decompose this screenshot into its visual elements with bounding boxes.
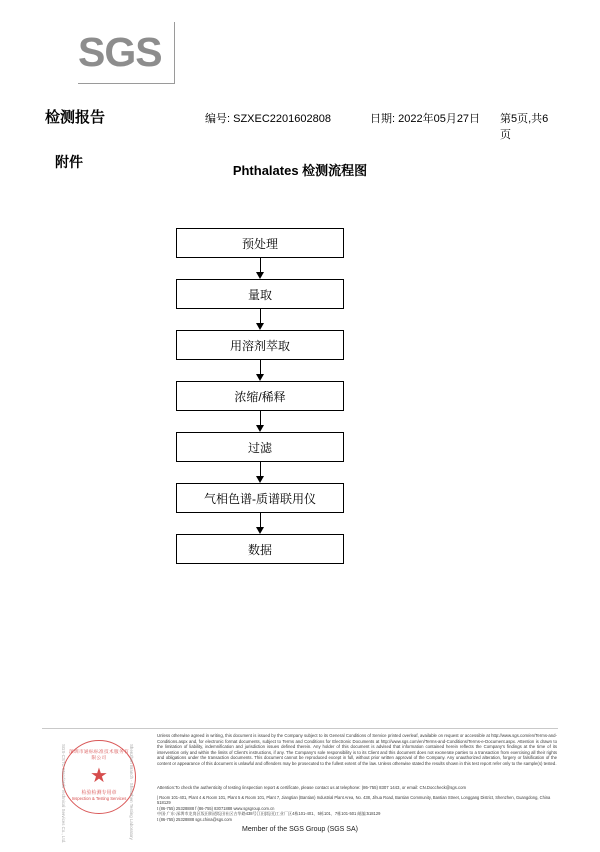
- seal-top-text: 深圳市通标标准技术服务有限公司: [69, 749, 129, 760]
- page-title: 检测报告: [45, 109, 106, 126]
- attachment-label: 附件: [55, 154, 83, 170]
- footer: [42, 733, 558, 823]
- report-number: 编号: SZXEC2201602808: [205, 113, 331, 125]
- logo-divider: [174, 22, 175, 84]
- flow-step: 浓缩/稀释: [176, 381, 344, 411]
- footer-address-cn: 中国·广东·深圳市龙岗区坂田街道坂田社区吉华路438号江田(坂田)工业厂区4栋101-401、5栋101、7栋101-501 邮编:518129: [157, 811, 381, 817]
- sgs-logo: SGS: [78, 29, 162, 75]
- seal-side-text-left: SGS-CSTC Standards Technical Services Co., Ltd.: [61, 744, 66, 844]
- flowchart-title: Phthalates 检测流程图: [232, 163, 368, 178]
- flow-step: 气相色谱-质谱联用仪: [176, 483, 344, 513]
- flow-step: 预处理: [176, 228, 344, 258]
- flow-step: 用溶剂萃取: [176, 330, 344, 360]
- footer-divider: [42, 728, 558, 729]
- footer-address-tel: t (86-755) 25328888 f (86-755) 83071888 www.sgsgroup.com.cn: [157, 805, 275, 811]
- member-line: Member of the SGS Group (SGS SA): [242, 826, 358, 833]
- seal-side-text-right: Shenzhen Branch · Shenzhen Testing Laboratory: [129, 744, 134, 840]
- flow-step: 数据: [176, 534, 344, 564]
- star-icon: ★: [90, 765, 108, 787]
- flow-arrow-icon: [176, 513, 344, 534]
- page-number: 第5页,共6页: [500, 113, 549, 141]
- flow-arrow-icon: [176, 258, 344, 279]
- footer-address: [157, 795, 557, 822]
- footer-address-en: | Room 101-401, Plant 4 & Room 101, Plant 5 & Room 101, Plant 7, Jiangtian (Bantian) Industrial Plant Area, No. 438, Jihua Road, Bantian Community, Bantian Street, Longgang District, Shenzhen, Guangdong, China 518129: [157, 795, 551, 806]
- flow-step: 量取: [176, 279, 344, 309]
- footer-address-tel-cn: t (86-755) 25328888 sgs.china@sgs.com: [157, 816, 232, 822]
- flowchart: [176, 228, 346, 564]
- flow-arrow-icon: [176, 309, 344, 330]
- seal-bottom-text: Inspection & Testing Services: [71, 796, 127, 801]
- footer-attention: Attention:To check the authenticity of testing /inspection report & certificate, please contact us at telephone: (86-755) 8307 1443, or email: CN.Doccheck@sgs.com: [157, 785, 467, 790]
- logo-underline: [78, 83, 174, 84]
- report-date: 日期: 2022年05月27日: [370, 113, 481, 125]
- flow-step: 过滤: [176, 432, 344, 462]
- flow-arrow-icon: [176, 411, 344, 432]
- flow-arrow-icon: [176, 360, 344, 381]
- footer-disclaimer: Unless otherwise agreed in writing, this document is issued by the Company subject to its General Conditions of Service printed overleaf, available on request or accessible at http://www.sgs.com/en/Terms-and-Conditions.aspx and, for electronic format documents, subject to Terms and Conditions for Electronic Documents at http://www.sgs.com/en/Terms-and-Conditions/Terms-e-Document.aspx. Attention is drawn to the limitation of liability, indemnification and jurisdiction issues defined therein. Any holder of this document is advised that information contained herein reflects the Company's findings at the time of its intervention only and within the limits of Client's instructions, if any. The Company's sole responsibility is to its Client and this document does not exonerate parties to a transaction from exercising all their rights and obligations under the transaction documents. This document cannot be reproduced except in full, without prior written approval of the Company. Any unauthorized alteration, forgery or falsification of the content or appearance of this document is unlawful and offenders may be prosecuted to the fullest extent of the law. Unless otherwise stated the results shown in this test report refer only to the sample(s) tested.: [157, 733, 557, 766]
- seal-mid-text: 检验检测专用章: [81, 790, 117, 796]
- flow-arrow-icon: [176, 462, 344, 483]
- report-header: [45, 106, 555, 141]
